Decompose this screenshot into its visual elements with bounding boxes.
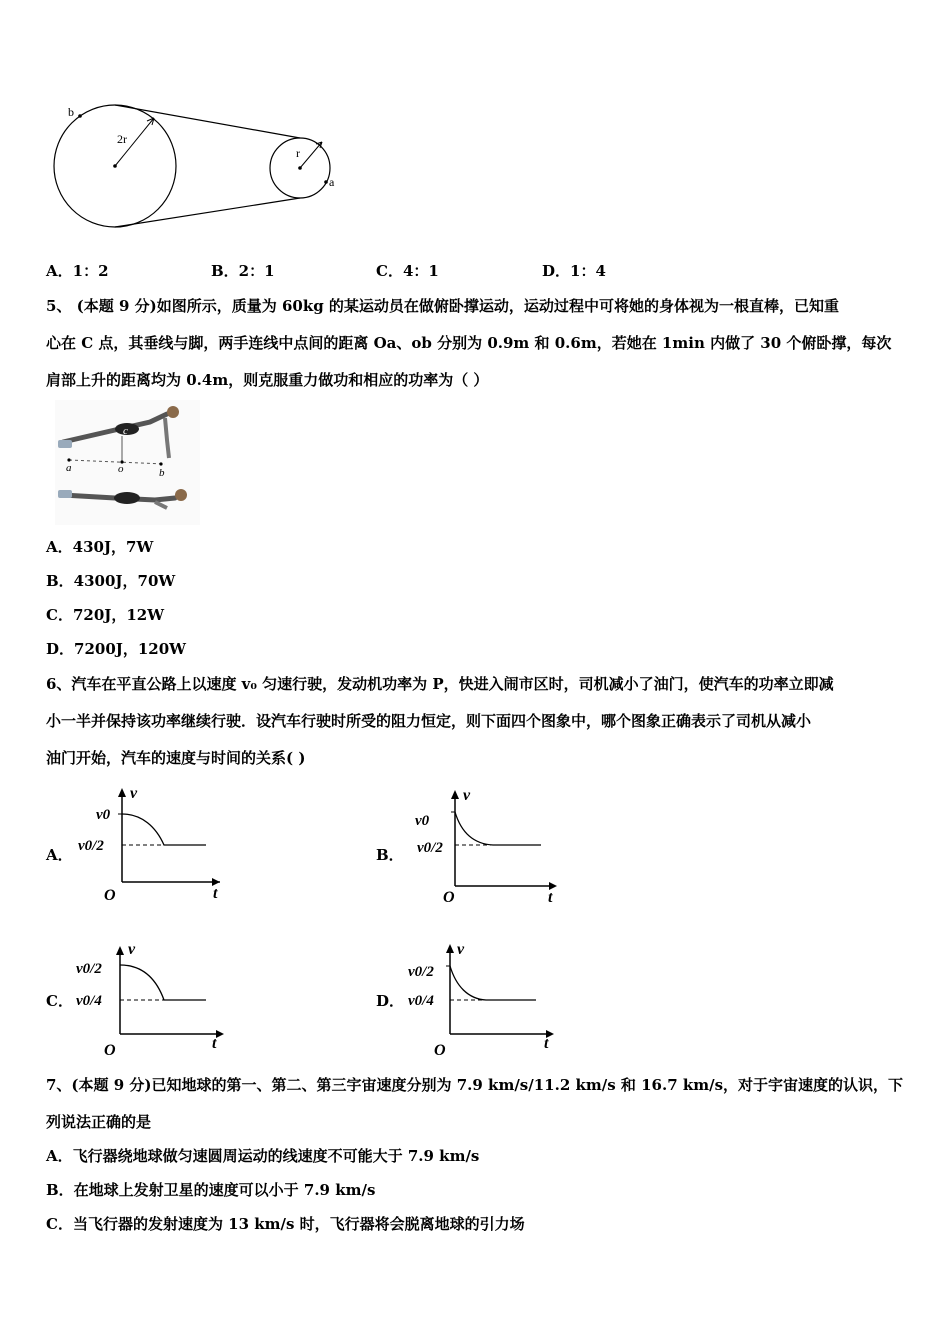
- q6-option-b[interactable]: B．: [376, 846, 404, 864]
- graph-c-lower: v0/4: [76, 993, 102, 1009]
- q4-option-c[interactable]: C．4：1: [376, 262, 439, 280]
- q7-option-c[interactable]: C．当飞行器的发射速度为 13 km/s 时，飞行器将会脱离地球的引力场: [46, 1215, 525, 1233]
- radius-r-arrow: [300, 142, 322, 168]
- q6-option-c[interactable]: C．: [46, 992, 73, 1010]
- graph-d-lower: v0/4: [408, 993, 434, 1009]
- pulley-figure: [50, 98, 350, 233]
- label-a: a: [329, 175, 335, 189]
- graph-b-lower: v0/2: [417, 840, 443, 856]
- q6-option-d[interactable]: D．: [376, 992, 405, 1010]
- q4-option-d[interactable]: D．1：4: [542, 262, 606, 280]
- q6-option-a[interactable]: A．: [46, 846, 73, 864]
- graph-b-upper: v0: [415, 813, 430, 829]
- label-2r: 2r: [117, 132, 127, 146]
- graph-a-v-label: v: [130, 785, 138, 802]
- q6-stem-line-1: 6、汽车在平直公路上以速度 v₀ 匀速行驶，发动机功率为 P，快进入闹市区时，司机减小了油门，使汽车的功率立即减: [46, 675, 834, 693]
- q7-option-a[interactable]: A．飞行器绕地球做匀速圆周运动的线速度不可能大于 7.9 km/s: [46, 1147, 480, 1165]
- label-o: o: [118, 463, 124, 475]
- graph-a: [72, 782, 232, 907]
- q5-stem-line-1: 5、 (本题 9 分)如图所示，质量为 60kg 的某运动员在做俯卧撑运动，运动过程中可将她的身体视为一根直棒，已知重: [46, 297, 839, 315]
- graph-d-v-label: v: [457, 941, 465, 958]
- q6-stem-line-3: 油门开始，汽车的速度与时间的关系( ): [46, 749, 306, 767]
- graph-b-t-label: t: [548, 889, 553, 906]
- label-r: r: [296, 146, 300, 160]
- q5-option-b[interactable]: B．4300J，70W: [46, 572, 176, 590]
- q7-stem-line-2: 列说法正确的是: [46, 1113, 152, 1131]
- q6-stem-line-2: 小一半并保持该功率继续行驶．设汽车行驶时所受的阻力恒定，则下面四个图象中，哪个图象正确表示了司机从减小: [46, 712, 812, 730]
- q4-option-b[interactable]: B．2：1: [211, 262, 275, 280]
- pushup-figure: [55, 400, 200, 525]
- graph-b-origin: O: [443, 889, 455, 906]
- q5-stem-line-2: 心在 C 点，其垂线与脚，两手连线中点间的距离 Oa、ob 分别为 0.9m 和 0.6m，若她在 1min 内做了 30 个俯卧撑，每次: [46, 334, 892, 352]
- graph-a-origin: O: [104, 887, 116, 904]
- graph-b-v-label: v: [463, 787, 471, 804]
- graph-a-t-label: t: [213, 885, 218, 902]
- graph-a-lower: v0/2: [78, 838, 104, 854]
- label-b: b: [68, 105, 74, 119]
- q4-option-a[interactable]: A．1：2: [46, 262, 109, 280]
- graph-c-upper: v0/2: [76, 961, 102, 977]
- q5-stem-line-3: 肩部上升的距离均为 0.4m，则克服重力做功和相应的功率为（ ）: [46, 371, 489, 389]
- graph-c-v-label: v: [128, 941, 136, 958]
- graph-d: [402, 938, 562, 1063]
- graph-b: [405, 782, 565, 907]
- graph-d-upper: v0/2: [408, 964, 434, 980]
- graph-c-origin: O: [104, 1042, 116, 1059]
- label-c: c: [123, 425, 128, 437]
- q5-option-a[interactable]: A．430J，7W: [46, 538, 154, 556]
- graph-c: [72, 938, 232, 1063]
- q7-stem-line-1: 7、(本题 9 分)已知地球的第一、第二、第三宇宙速度分别为 7.9 km/s/11.2 km/s 和 16.7 km/s，对于宇宙速度的认识，下: [46, 1076, 904, 1094]
- q5-option-c[interactable]: C．720J，12W: [46, 606, 165, 624]
- graph-c-t-label: t: [212, 1035, 217, 1052]
- graph-d-origin: O: [434, 1042, 446, 1059]
- q7-option-b[interactable]: B．在地球上发射卫星的速度可以小于 7.9 km/s: [46, 1181, 376, 1199]
- graph-a-upper: v0: [96, 807, 111, 823]
- belt-bottom: [115, 198, 300, 227]
- label-a: a: [66, 462, 72, 474]
- label-b: b: [159, 467, 165, 479]
- q5-option-d[interactable]: D．7200J，120W: [46, 640, 187, 658]
- belt-top: [115, 105, 300, 138]
- graph-d-t-label: t: [544, 1035, 549, 1052]
